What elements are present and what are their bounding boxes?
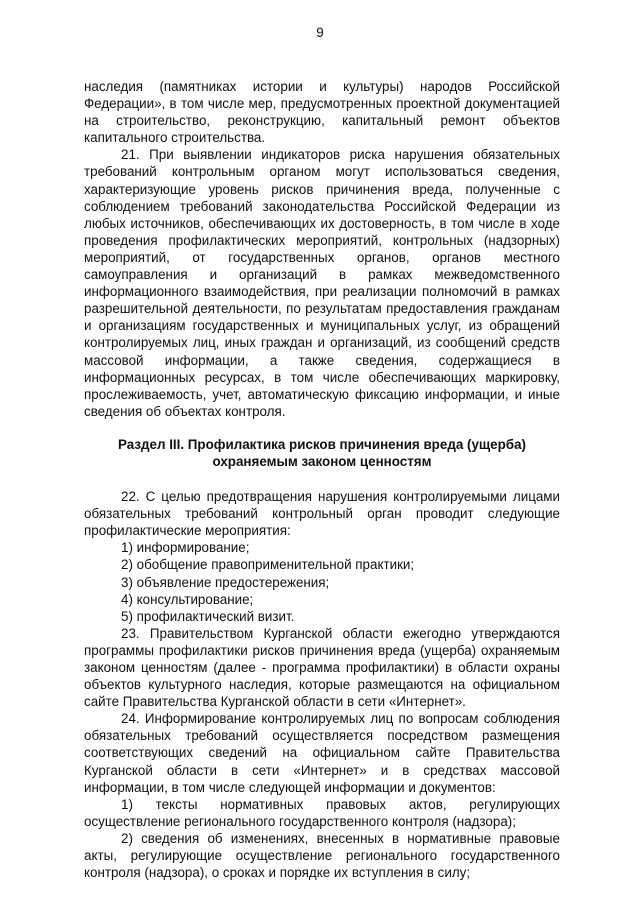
list-item: 2) обобщение правоприменительной практики;	[121, 557, 415, 573]
section-heading-line-2: охраняемым законом ценностям	[212, 453, 432, 469]
list-item: 3) объявление предостережения;	[121, 574, 330, 590]
list-item: 4) консультирование;	[121, 591, 254, 607]
paragraph-24-item-1: 1) тексты нормативных правовых актов, регулирующих осуществление регионального государственного контроля (надзора);	[84, 796, 560, 829]
paragraph-22: 22. С целью предотвращения нарушения контролируемыми лицами обязательных требований контрольный орган проводит следующие профилактические мероприятия:	[84, 489, 560, 539]
document-body	[84, 78, 560, 881]
spacer	[84, 470, 560, 488]
paragraph-21: 21. При выявлении индикаторов риска нарушения обязательных требований контрольным органом могут использоваться сведения, характеризующие уровень рисков причинения вреда, полученные с соблюдением требований законодательства Российской Федерации из любых источников, обеспечивающих их достоверность, в том числе в ходе проведения профилактических мероприятий, контрольных (надзорных) мероприятий, от государственных органов, органов местного самоуправления и организаций в рамках межведомственного информационного взаимодействия, при реализации полномочий в рамках разрешительной деятельности, по результатам предоставления гражданам и организациям государственных и муниципальных услуг, из обращений контролируемых лиц, иных граждан и организаций, из сообщений средств массовой информации, а также сведения, содержащиеся в информационных ресурсах, в том числе обеспечивающих маркировку, прослеживаемость, учет, автоматическую фиксацию информации, и иные сведения об объектах контроля.	[84, 147, 560, 419]
paragraph-23: 23. Правительством Курганской области ежегодно утверждаются программы профилактики рисков причинения вреда (ущерба) охраняемым законом ценностям (далее - программа профилактики) в области охраны объектов культурного наследия, которые размещаются на официальном сайте Правительства Курганской области в сети «Интернет».	[84, 625, 560, 710]
paragraph-continuation: наследия (памятниках истории и культуры) народов Российской Федерации», в том числе мер, предусмотренных проектной документацией на строительство, реконструкцию, капитальный ремонт объектов капитального строительства.	[84, 79, 560, 146]
list-item: 1) информирование;	[121, 540, 250, 556]
section-heading-line-1: Раздел III. Профилактика рисков причинения вреда (ущерба)	[118, 436, 526, 452]
page-number: 9	[316, 25, 324, 40]
list-item: 5) профилактический визит.	[121, 608, 295, 624]
spacer	[84, 420, 560, 436]
paragraph-24: 24. Информирование контролируемых лиц по вопросам соблюдения обязательных требований осуществляется посредством размещения соответствующих сведений на официальном сайте Правительства Курганской области в сети «Интернет» и в средствах массовой информации, в том числе следующей информации и документов:	[84, 711, 560, 795]
paragraph-24-item-2: 2) сведения об изменениях, внесенных в нормативные правовые акты, регулирующие осуществление регионального государственного контроля (надзора), о сроках и порядке их вступления в силу;	[84, 830, 560, 881]
